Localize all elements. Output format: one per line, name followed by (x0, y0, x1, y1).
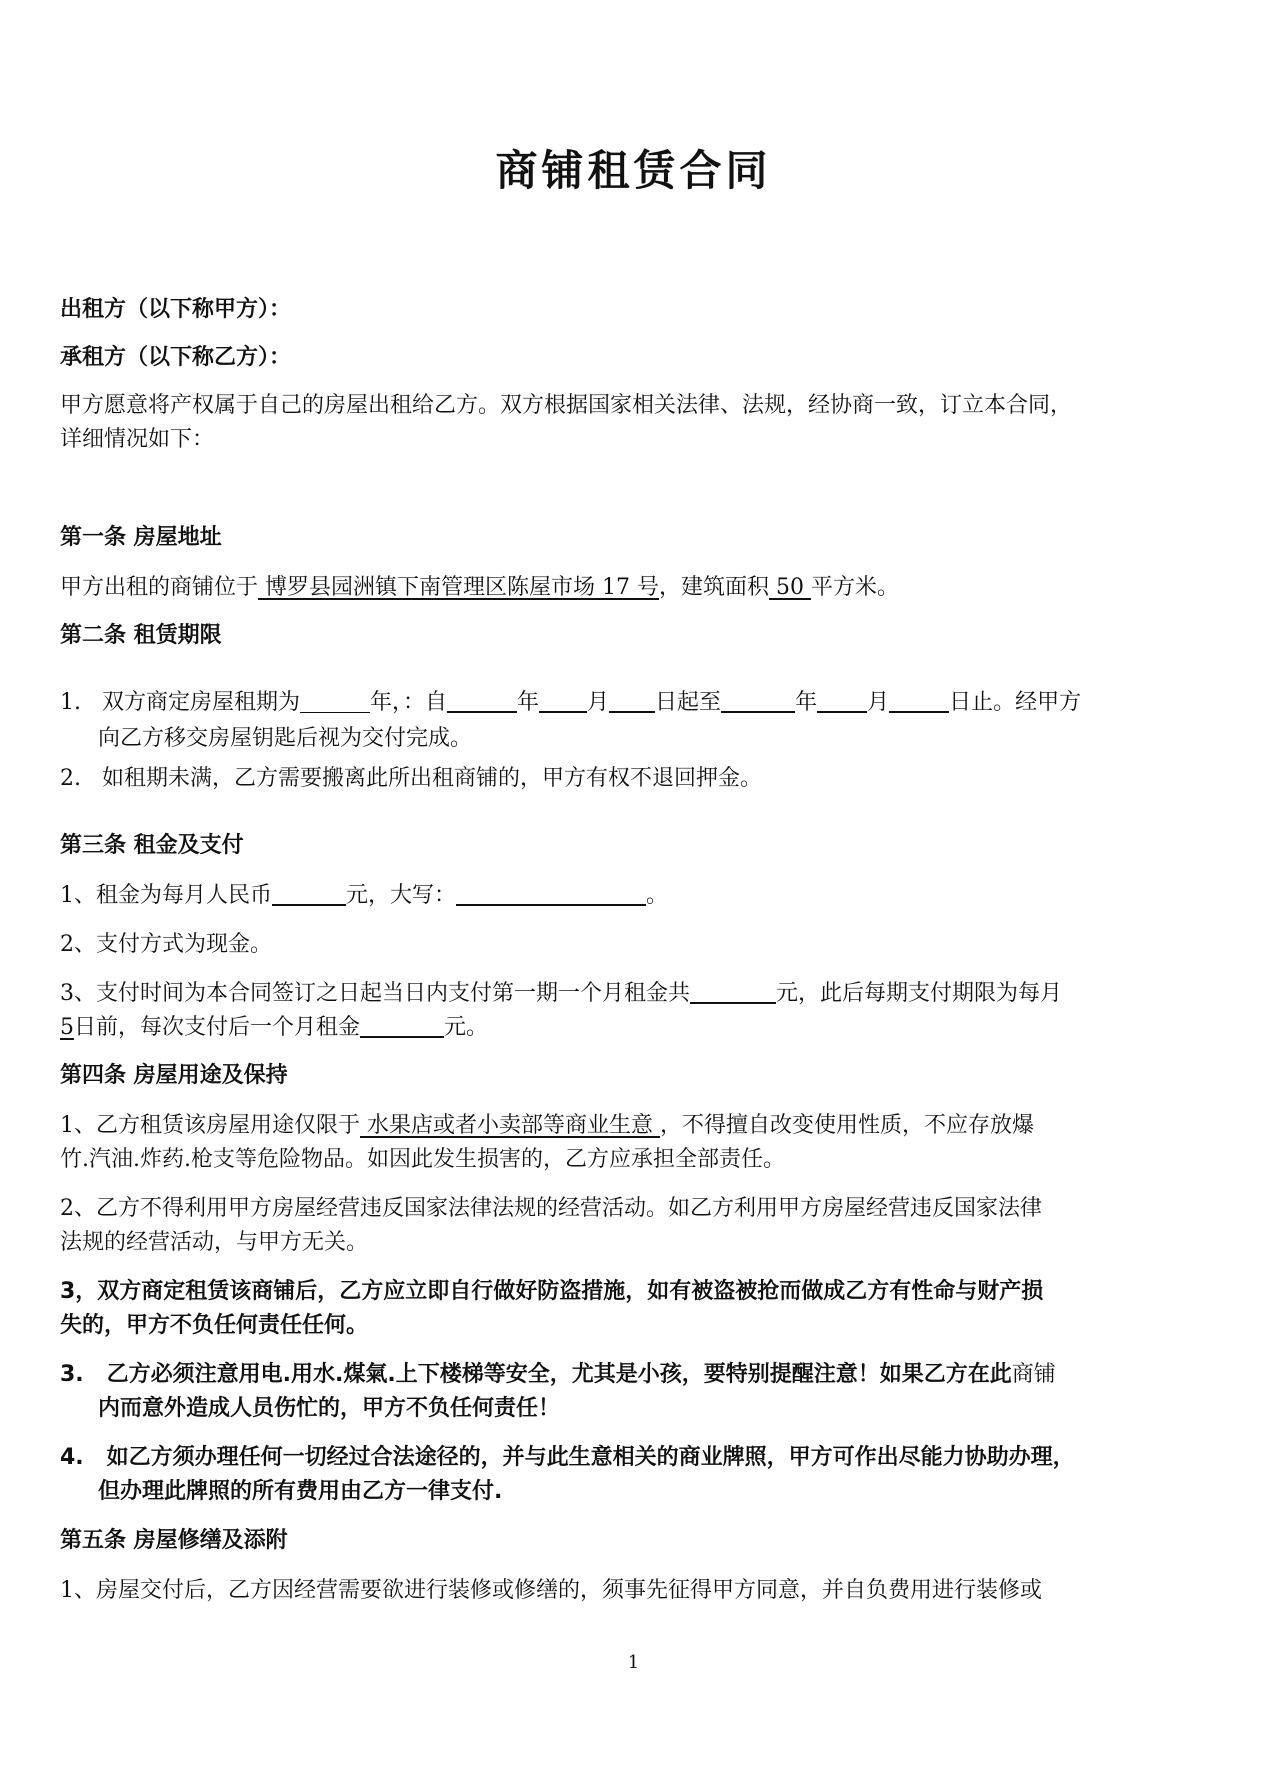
article-2-item-1-line-2: 向乙方移交房屋钥匙后视为交付完成。 (98, 726, 473, 751)
intro-line-2: 详细情况如下： (60, 427, 215, 452)
article-4-item-4 (60, 1358, 1210, 1392)
start-day-blank (609, 687, 655, 713)
article-2-item-1 (60, 686, 1210, 720)
year-label: 年 (517, 690, 540, 715)
end-day-blank (889, 687, 949, 713)
article-5-heading: 第五条 房屋修缮及添附 (60, 1528, 288, 1553)
lessee-label: 承租方（以下称乙方）： (60, 345, 292, 370)
article-3-item-1 (60, 879, 1210, 913)
rent-capital-label: 元，大写： (346, 883, 457, 908)
address-prefix: 甲方出租的商铺位于 (60, 575, 259, 600)
article-2-item-2 (60, 762, 1210, 796)
address-field: 博罗县园洲镇下南管理区陈屋市场 17 号 (258, 575, 659, 600)
article-4-heading: 第四条 房屋用途及保持 (60, 1063, 288, 1088)
article-3-item-2: 2、支付方式为现金。 (60, 932, 272, 957)
item-number: 4. (60, 1445, 84, 1470)
article-5-item-1: 1、房屋交付后，乙方因经营需要欲进行装修或修缮的，须事先征得甲方同意，并自负费用进行装修或 (60, 1578, 1043, 1603)
rent-text: 1、租金为每月人民币 (60, 883, 272, 908)
safety-text: 乙方必须注意用电.用水.煤氣.上下楼梯等安全，尤其是小孩，要特别提醒注意！如果乙方在此 (106, 1362, 1012, 1387)
document-title: 商铺租赁合同 (495, 146, 772, 195)
article-4-item-5-line-2: 但办理此牌照的所有费用由乙方一律支付. (98, 1479, 503, 1504)
item-number: 2. (60, 766, 81, 791)
payment-deadline-text: 元，此后每期支付期限为每月 (776, 981, 1063, 1006)
lessor-label: 出租方（以下称甲方）： (60, 297, 292, 322)
shop-word: 商铺 (1011, 1362, 1056, 1387)
day-to-label: 日止。经甲方 (949, 690, 1082, 715)
article-4-item-5 (60, 1441, 1210, 1475)
article-1-paragraph (60, 571, 1210, 605)
article-3-item-3-line-2 (60, 1011, 1210, 1045)
item-number: 3. (60, 1362, 84, 1387)
first-payment-blank (690, 978, 776, 1004)
month-label: 月 (867, 690, 890, 715)
area-prefix: ，建筑面积 (659, 575, 770, 600)
article-1-heading: 第一条 房屋地址 (60, 525, 222, 550)
payment-time-text: 3、支付时间为本合同签订之日起当日内支付第一期一个月租金共 (60, 981, 690, 1006)
article-4-item-3: 3，双方商定租赁该商铺后，乙方应立即自行做好防盗措施，如有被盗被抢而做成乙方有性命与财产损 (60, 1279, 1044, 1304)
item-text: 如租期未满，乙方需要搬离此所出租商铺的，甲方有权不退回押金。 (101, 766, 762, 791)
article-3-heading: 第三条 租金及支付 (60, 833, 244, 858)
page-number: 1 (627, 1652, 640, 1673)
article-4-item-4-line-2: 内而意外造成人员伤忙的，甲方不负任何责任！ (98, 1396, 561, 1421)
period: 。 (646, 883, 669, 908)
area-field: 50 (769, 575, 811, 600)
start-month-blank (539, 687, 587, 713)
rent-amount-blank (272, 880, 346, 906)
term-text: 双方商定房屋租期为 (101, 690, 300, 715)
article-4-item-1 (60, 1109, 1210, 1143)
article-4-item-2-line-2: 法规的经营活动，与甲方无关。 (60, 1230, 369, 1255)
article-3-item-3 (60, 977, 1210, 1011)
use-field: 水果店或者小卖部等商业生意 (360, 1113, 660, 1138)
license-text: 如乙方须办理任何一切经过合法途径的，并与此生意相关的商业牌照，甲方可作出尽能力协助办理， (106, 1445, 1075, 1470)
day-from-label: 日起至 (655, 690, 722, 715)
item-number: 1. (60, 690, 81, 715)
article-2-heading: 第二条 租赁期限 (60, 623, 222, 648)
currency-unit: 元。 (444, 1015, 489, 1040)
payment-day-field: 5 (60, 1015, 74, 1040)
intro-line-1: 甲方愿意将产权属于自己的房屋出租给乙方。双方根据国家相关法律、法规，经协商一致，订立本合同， (60, 393, 1073, 418)
end-month-blank (817, 687, 867, 713)
month-label: 月 (587, 690, 610, 715)
rent-capital-blank (456, 880, 646, 906)
term-from-text: 年，：自 (370, 690, 448, 715)
start-year-blank (447, 687, 517, 713)
area-unit: 平方米。 (811, 575, 900, 600)
use-text: 1、乙方租赁该房屋用途仅限于 (60, 1113, 360, 1138)
monthly-rent-blank (360, 1012, 444, 1038)
end-year-blank (721, 687, 795, 713)
use-restriction-text: ，不得擅自改变使用性质，不应存放爆 (660, 1113, 1035, 1138)
article-4-item-3-line-2: 失的，甲方不负任何责任任何。 (60, 1313, 369, 1338)
year-label: 年 (795, 690, 818, 715)
article-4-item-2: 2、乙方不得利用甲方房屋经营违反国家法律法规的经营活动。如乙方利用甲方房屋经营违反国家法律 (60, 1196, 1043, 1221)
term-years-blank (300, 688, 370, 713)
monthly-rent-text: 日前，每次支付后一个月租金 (74, 1015, 361, 1040)
article-4-item-1-line-2: 竹.汽油.炸药.枪支等危险物品。如因此发生损害的，乙方应承担全部责任。 (60, 1147, 785, 1172)
